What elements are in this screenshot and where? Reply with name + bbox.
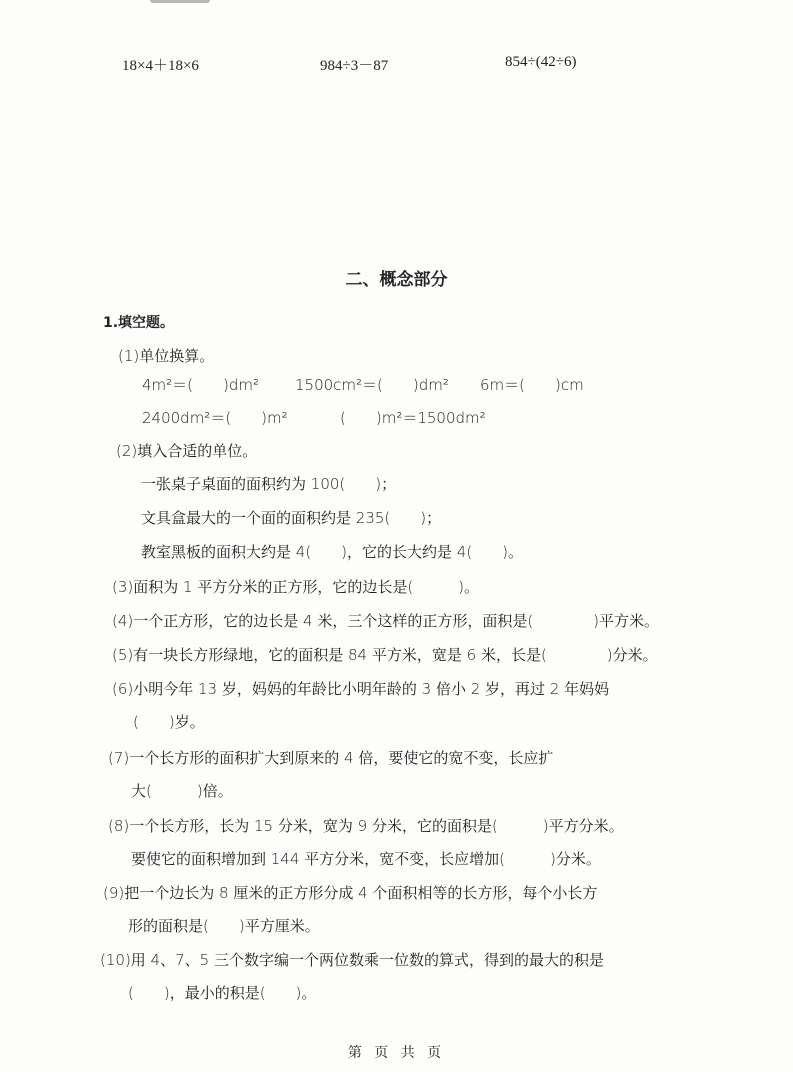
calc-expression-3: 854÷(42÷6) <box>505 54 577 70</box>
scan-artifact <box>150 0 210 3</box>
section-title: 二、概念部分 <box>345 270 448 290</box>
part5-line[interactable]: (5)有一块长方形绿地，它的面积是 84 平方米，宽是 6 米，长是( )分米。 <box>112 646 658 664</box>
calc-expression-2: 984÷3－87 <box>320 58 389 74</box>
part1-label: (1)单位换算。 <box>118 347 215 365</box>
part7-line-1: (7)一个长方形的面积扩大到原来的 4 倍，要使它的宽不变，长应扩 <box>108 749 554 767</box>
part2-label: (2)填入合适的单位。 <box>116 442 258 460</box>
part9-line-2[interactable]: 形的面积是( )平方厘米。 <box>128 917 320 935</box>
conversion-item-3[interactable]: 6m＝( )cm <box>480 376 584 394</box>
part8-line-2[interactable]: 要使它的面积增加到 144 平方分米，宽不变，长应增加( )分米。 <box>131 850 601 868</box>
conversion-item-4[interactable]: 2400dm²＝( )m² <box>142 409 288 427</box>
calc-expression-1: 18×4＋18×6 <box>122 58 199 74</box>
part7-line-2[interactable]: 大( )倍。 <box>131 782 233 800</box>
conversion-item-5[interactable]: ( )m²＝1500dm² <box>340 409 486 427</box>
part2-line-2[interactable]: 文具盒最大的一个面的面积约是 235( )； <box>141 509 442 527</box>
part10-line-2[interactable]: ( )，最小的积是( )。 <box>128 984 317 1002</box>
conversion-item-1[interactable]: 4m²＝( )dm² <box>142 376 260 394</box>
page-footer: 第 页 共 页 <box>347 1045 446 1061</box>
conversion-item-2[interactable]: 1500cm²＝( )dm² <box>295 376 449 394</box>
part6-line-1: (6)小明今年 13 岁，妈妈的年龄比小明年龄的 3 倍小 2 岁，再过 2 年妈妈 <box>112 680 610 698</box>
part10-line-1: (10)用 4、7、5 三个数字编一个两位数乘一位数的算式，得到的最大的积是 <box>100 951 604 969</box>
part3-line[interactable]: (3)面积为 1 平方分米的正方形，它的边长是( )。 <box>112 578 480 596</box>
part2-line-3[interactable]: 教室黑板的面积大约是 4( )，它的长大约是 4( )。 <box>141 543 524 561</box>
part2-line-1[interactable]: 一张桌子桌面的面积约为 100( )； <box>141 475 397 493</box>
question-1-title: 1.填空题。 <box>103 315 175 331</box>
part8-line-1[interactable]: (8)一个长方形，长为 15 分米，宽为 9 分米，它的面积是( )平方分米。 <box>108 817 624 835</box>
part4-line[interactable]: (4)一个正方形，它的边长是 4 米，三个这样的正方形，面积是( )平方米。 <box>112 612 660 630</box>
part6-line-2[interactable]: ( )岁。 <box>133 713 205 731</box>
part9-line-1: (9)把一个边长为 8 厘米的正方形分成 4 个面积相等的长方形，每个小长方 <box>103 884 598 902</box>
